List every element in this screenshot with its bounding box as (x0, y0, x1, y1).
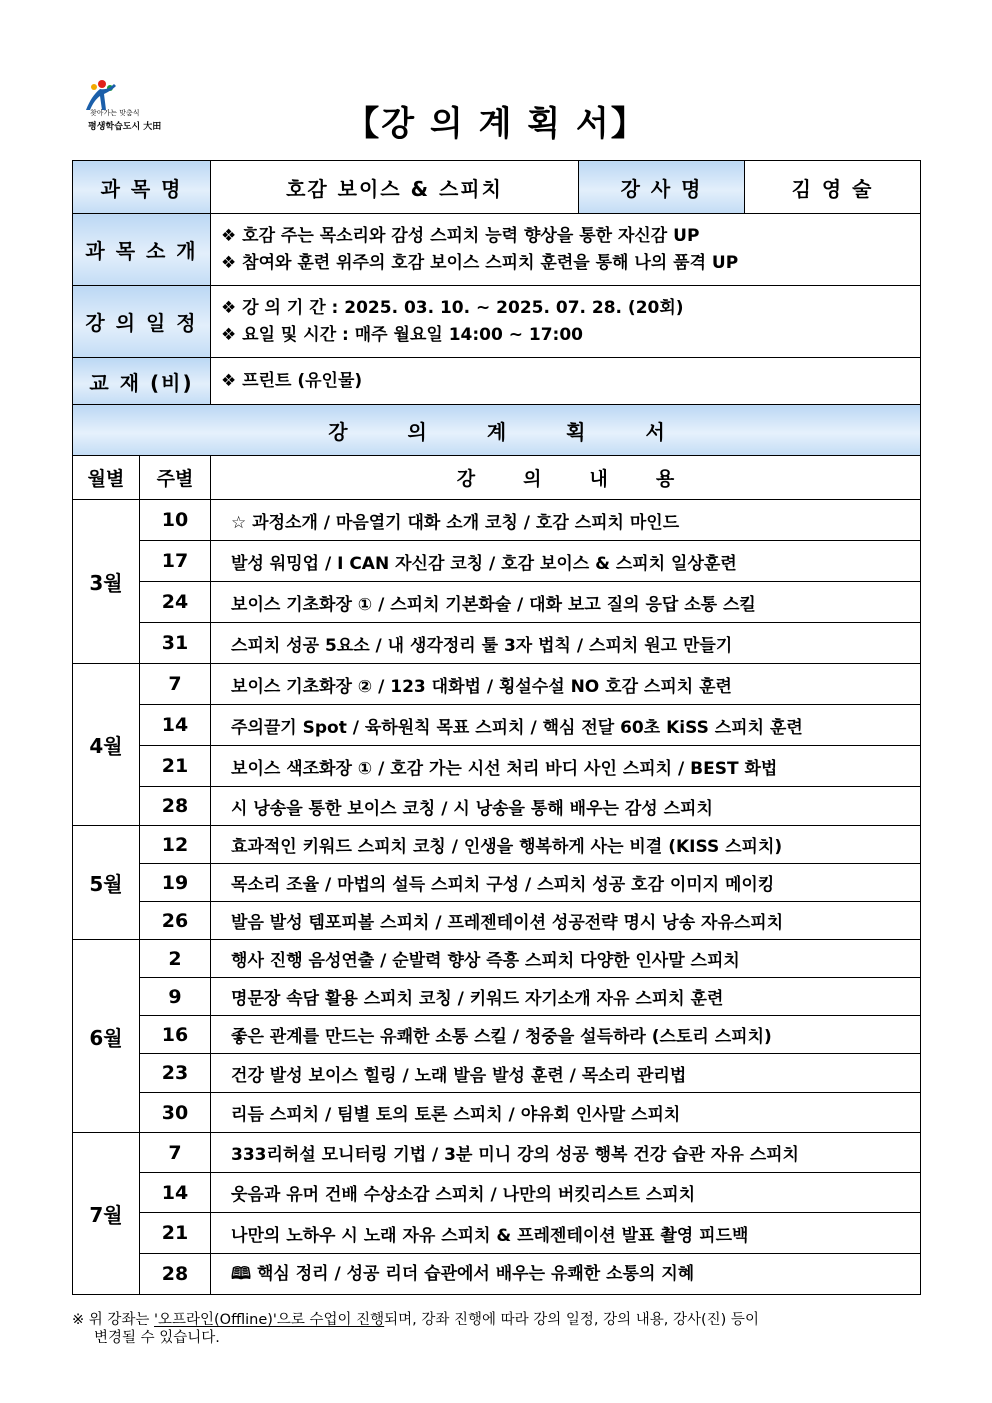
content-cell: 시 낭송을 통한 보이스 코칭 / 시 낭송을 통해 배우는 감성 스피치 (211, 787, 921, 826)
table-row (73, 746, 921, 787)
table-row (73, 1173, 921, 1213)
table-row (73, 582, 921, 623)
table-row (73, 541, 921, 582)
week-cell: 14 (140, 705, 211, 746)
month-cell: 4월 (73, 664, 140, 826)
instructor-value: 김 영 술 (745, 161, 921, 214)
table-row (73, 705, 921, 746)
schedule-value (211, 286, 921, 358)
week-cell: 17 (140, 541, 211, 582)
footnote-underlined: '오프라인(Offline)'으로 수업이 진행 (154, 1312, 385, 1328)
table-row (73, 1133, 921, 1173)
band-char: 의 (407, 419, 427, 444)
week-cell: 21 (140, 1213, 211, 1254)
instructor-label: 강 사 명 (579, 161, 745, 214)
week-cell: 7 (140, 1133, 211, 1173)
month-cell: 7월 (73, 1133, 140, 1295)
week-cell: 10 (140, 500, 211, 541)
table-row (73, 1016, 921, 1054)
col-content-char: 강 (456, 468, 476, 490)
band-char: 강 (328, 419, 348, 444)
col-month-header: 월별 (73, 456, 140, 500)
subject-value: 호감 보이스 & 스피치 (211, 161, 579, 214)
band-char: 서 (645, 419, 665, 444)
week-cell: 24 (140, 582, 211, 623)
week-cell: 14 (140, 1173, 211, 1213)
intro-line: ❖ 참여와 훈련 위주의 호감 보이스 스피치 훈련을 통해 나의 품격 UP (221, 252, 739, 273)
content-cell: 좋은 관계를 만드는 유쾌한 소통 스킬 / 청중을 설득하라 (스토리 스피치) (211, 1016, 921, 1054)
schedule-line: ❖ 요일 및 시간 : 매주 월요일 14:00 ~ 17:00 (221, 324, 584, 345)
content-cell: 보이스 기초화장 ② / 123 대화법 / 횡설수설 NO 호감 스피치 훈련 (211, 664, 921, 705)
month-cell: 5월 (73, 826, 140, 940)
table-row (73, 864, 921, 902)
month-cell: 3월 (73, 500, 140, 664)
week-cell: 23 (140, 1054, 211, 1093)
footnote-line2: 변경될 수 있습니다. (94, 1330, 220, 1346)
table-row (73, 826, 921, 864)
content-cell: 목소리 조율 / 마법의 설득 스피치 구성 / 스피치 성공 호감 이미지 메이킹 (211, 864, 921, 902)
schedule-line: ❖ 강 의 기 간 : 2025. 03. 10. ~ 2025. 07. 28. (20회) (221, 297, 684, 318)
content-cell: 웃음과 유머 건배 수상소감 스피치 / 나만의 버킷리스트 스피치 (211, 1173, 921, 1213)
table-row (73, 1213, 921, 1254)
content-cell: 발성 워밍업 / I CAN 자신감 코칭 / 호감 보이스 & 스피치 일상훈련 (211, 541, 921, 582)
month-cell: 6월 (73, 940, 140, 1133)
content-cell: 스피치 성공 5요소 / 내 생각정리 툴 3자 법칙 / 스피치 원고 만들기 (211, 623, 921, 664)
content-cell: 행사 진행 음성연출 / 순발력 향상 즉흥 스피치 다양한 인사말 스피치 (211, 940, 921, 978)
content-cell: 주의끌기 Spot / 육하원칙 목표 스피치 / 핵심 전달 60초 KiSS 스피치 훈련 (211, 705, 921, 746)
table-row (73, 623, 921, 664)
week-cell: 31 (140, 623, 211, 664)
col-content-char: 내 (589, 468, 608, 490)
table-row (73, 902, 921, 940)
content-cell: 건강 발성 보이스 힐링 / 노래 발음 발성 훈련 / 목소리 관리법 (211, 1054, 921, 1093)
intro-value (211, 214, 921, 286)
plan-table (72, 160, 921, 1295)
table-row (73, 940, 921, 978)
col-week-header: 주별 (140, 456, 211, 500)
content-cell: 333리허설 모니터링 기법 / 3분 미니 강의 성공 행복 건강 습관 자유 스피치 (211, 1133, 921, 1173)
footnote-prefix: ※ 위 강좌는 (72, 1312, 155, 1328)
col-content-char: 의 (523, 468, 542, 490)
footnote-suffix: 되며, 강좌 진행에 따라 강의 일정, 강의 내용, 강사(진) 등이 (384, 1312, 759, 1328)
table-row (73, 787, 921, 826)
content-cell: 명문장 속담 활용 스피치 코칭 / 키워드 자기소개 자유 스피치 훈련 (211, 978, 921, 1016)
content-cell: ☆ 과정소개 / 마음열기 대화 소개 코칭 / 호감 스피치 마인드 (211, 500, 921, 541)
week-cell: 28 (140, 787, 211, 826)
content-cell: 🕮 핵심 정리 / 성공 리더 습관에서 배우는 유쾌한 소통의 지혜 (211, 1254, 921, 1295)
logo-slogan: 찾아가는 맞춤식 (90, 109, 140, 117)
intro-line: ❖ 호감 주는 목소리와 감성 스피치 능력 향상을 통한 자신감 UP (221, 225, 700, 246)
content-cell: 나만의 노하우 시 노래 자유 스피치 & 프레젠테이션 발표 촬영 피드백 (211, 1213, 921, 1254)
content-cell: 리듬 스피치 / 팀별 토의 토론 스피치 / 야유회 인사말 스피치 (211, 1093, 921, 1133)
plan-band-title (73, 405, 921, 456)
week-cell: 9 (140, 978, 211, 1016)
week-cell: 19 (140, 864, 211, 902)
table-row (73, 1054, 921, 1093)
week-cell: 21 (140, 746, 211, 787)
intro-label: 과 목 소 개 (73, 214, 211, 286)
table-row (73, 978, 921, 1016)
table-row (73, 664, 921, 705)
subject-label: 과 목 명 (73, 161, 211, 214)
material-value: ❖ 프린트 (유인물) (211, 358, 921, 405)
content-cell: 보이스 기초화장 ① / 스피치 기본화술 / 대화 보고 질의 응답 소통 스킬 (211, 582, 921, 623)
week-cell: 30 (140, 1093, 211, 1133)
col-content-header (211, 456, 921, 500)
week-cell: 12 (140, 826, 211, 864)
col-content-char: 용 (655, 468, 675, 490)
content-cell: 발음 발성 템포피볼 스피치 / 프레젠테이션 성공전략 명시 낭송 자유스피치 (211, 902, 921, 940)
week-cell: 28 (140, 1254, 211, 1295)
band-char: 획 (566, 419, 586, 444)
footnote (72, 1311, 922, 1347)
table-row (73, 1254, 921, 1295)
material-label: 교 재 (비) (73, 358, 211, 405)
page-title: 【강 의 계 획 서】 (345, 104, 647, 144)
week-cell: 26 (140, 902, 211, 940)
schedule-label: 강 의 일 정 (73, 286, 211, 358)
table-row (73, 1093, 921, 1133)
week-cell: 16 (140, 1016, 211, 1054)
content-cell: 효과적인 키워드 스피치 코칭 / 인생을 행복하게 사는 비결 (KISS 스피치) (211, 826, 921, 864)
logo-city: 평생학습도시 大田 (88, 122, 162, 132)
week-cell: 2 (140, 940, 211, 978)
band-char: 계 (486, 419, 507, 444)
table-row (73, 500, 921, 541)
content-cell: 보이스 색조화장 ① / 호감 가는 시선 처리 바디 사인 스피치 / BEST 화법 (211, 746, 921, 787)
week-cell: 7 (140, 664, 211, 705)
